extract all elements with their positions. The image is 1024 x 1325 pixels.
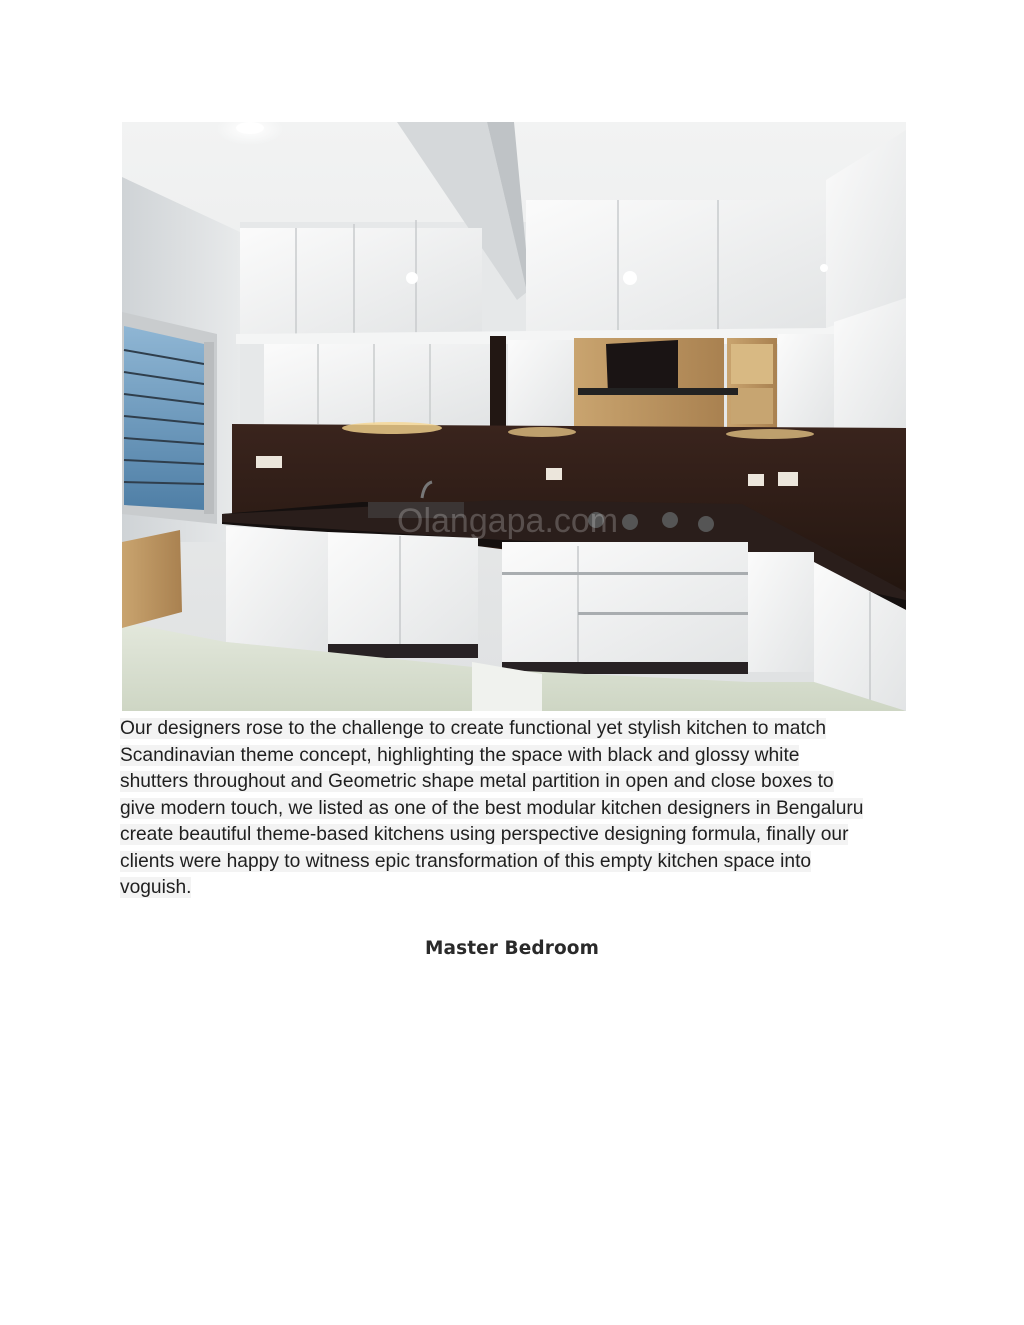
paragraph-line: Our designers rose to the challenge to create functional yet stylish kitchen to match [120, 718, 827, 739]
paragraph-line: create beautiful theme-based kitchens using perspective designing formula, finally our [120, 824, 849, 845]
paragraph-line: shutters throughout and Geometric shape metal partition in open and close boxes to [120, 771, 834, 792]
paragraph-line: clients were happy to witness epic transformation of this empty kitchen space into [120, 850, 812, 872]
section-heading: Master Bedroom [425, 938, 599, 959]
paragraph-line: Scandinavian theme concept, highlighting the space with black and glossy white [120, 744, 800, 766]
paragraph-line: give modern touch, we listed as one of the best modular kitchen designers in Bengaluru [120, 797, 864, 819]
window [122, 312, 217, 524]
description-paragraph [120, 716, 910, 902]
kitchen-photo [122, 122, 906, 711]
paragraph-line: voguish. [120, 877, 192, 898]
watermark-text: Olangapa.com [397, 502, 619, 540]
